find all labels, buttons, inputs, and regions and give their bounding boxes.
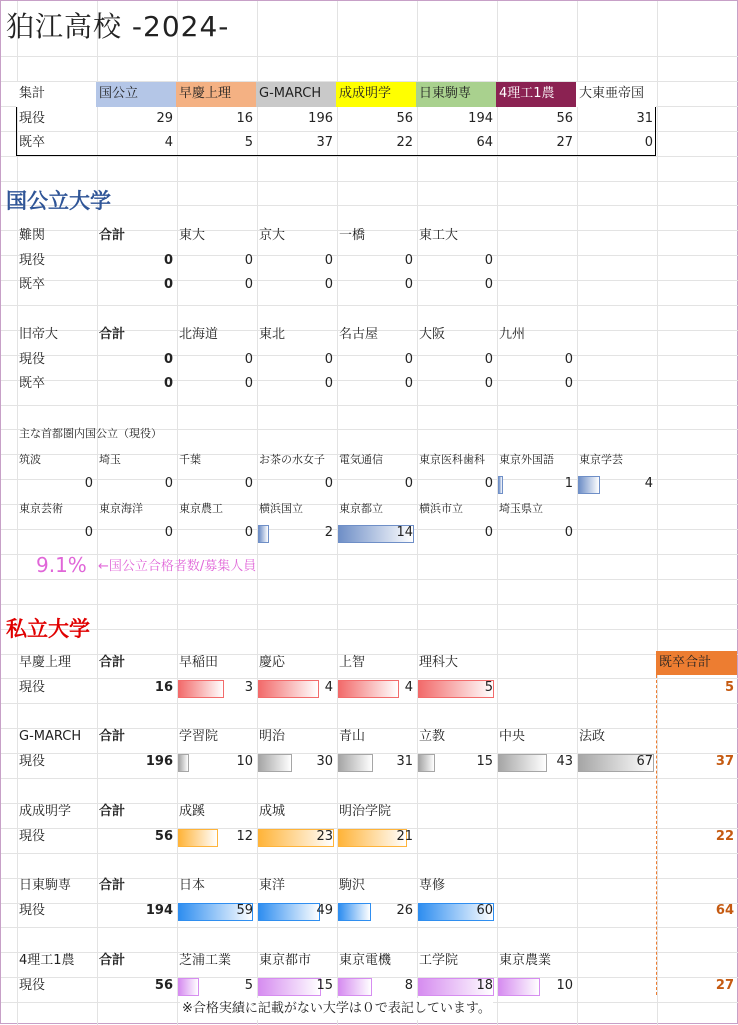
metro1-school-name: お茶の水女子	[259, 453, 325, 466]
private-school-cell	[256, 974, 336, 998]
nankan-value: 0	[324, 277, 333, 292]
private-school-name: 学習院	[179, 729, 219, 744]
kyuteidai-header: 北海道	[179, 327, 219, 342]
private-kisotsu-total: 22	[715, 829, 734, 844]
metro1-school-name: 電気通信	[339, 453, 383, 466]
private-row-label: 現役	[19, 680, 46, 695]
private-school-name: 工学院	[419, 953, 459, 968]
private-school-name: 上智	[339, 655, 366, 670]
nankan-value: 0	[404, 277, 413, 292]
kyuteidai-header: 九州	[499, 327, 526, 342]
metro-caption: 主な首都圏内国公立（現役）	[19, 427, 162, 440]
grid-row-line	[1, 853, 738, 854]
grid-row-line	[1, 629, 738, 630]
private-school-cell	[416, 974, 496, 998]
grid-row-line	[1, 56, 738, 57]
kyuteidai-value: 0	[324, 352, 333, 367]
private-school-value: 4	[324, 680, 333, 695]
private-group-total: 56	[154, 829, 173, 844]
private-kisotsu-total: 64	[715, 903, 734, 918]
nankan-header: 合計	[99, 228, 126, 243]
private-school-cell	[336, 750, 416, 774]
metro1-school-name: 東京医科歯科	[419, 453, 485, 466]
summary-row-label: 現役	[19, 111, 46, 126]
private-school-name: 芝浦工業	[179, 953, 232, 968]
summary-header: 日東駒専	[416, 82, 496, 107]
summary-value: 4	[164, 135, 173, 150]
metro1-school-value: 1	[564, 476, 573, 491]
private-total-label: 合計	[99, 804, 126, 819]
nankan-value: 0	[244, 277, 253, 292]
summary-header: 4理工1農	[496, 82, 576, 107]
metro1-school-value: 0	[324, 476, 333, 491]
private-row-label: 現役	[19, 829, 46, 844]
private-school-value: 5	[484, 680, 493, 695]
private-school-name: 成蹊	[179, 804, 206, 819]
private-school-value: 5	[244, 978, 253, 993]
nankan-header: 東工大	[419, 228, 459, 243]
summary-value: 37	[316, 135, 333, 150]
kyuteidai-header: 名古屋	[339, 327, 379, 342]
metro2-school-name: 横浜国立	[259, 502, 303, 515]
summary-header: 早慶上理	[176, 82, 256, 107]
metro1-school-value: 0	[484, 476, 493, 491]
private-school-value: 67	[636, 754, 653, 769]
metro2-school-cell	[176, 521, 256, 545]
metro2-school-cell	[256, 521, 336, 545]
kyuteidai-header: 東北	[259, 327, 286, 342]
private-school-name: 理科大	[419, 655, 459, 670]
kyuteidai-value: 0	[564, 376, 573, 391]
private-school-name: 青山	[339, 729, 366, 744]
kyuteidai-row-label: 既卒	[19, 376, 46, 391]
private-school-value: 49	[316, 903, 333, 918]
summary-value: 31	[636, 111, 653, 126]
private-school-cell	[176, 899, 256, 923]
kyuteidai-value: 0	[564, 352, 573, 367]
kyuteidai-value: 0	[404, 376, 413, 391]
summary-header: 国公立	[96, 82, 176, 107]
private-group-name: 4理工1農	[19, 953, 75, 968]
metro2-school-value: 2	[324, 525, 333, 540]
private-group-name: 早慶上理	[19, 655, 72, 670]
grid-row-line	[1, 554, 738, 555]
summary-header: 大東亜帝国	[576, 82, 656, 107]
private-school-cell	[176, 825, 256, 849]
private-school-value: 30	[316, 754, 333, 769]
kyuteidai-header: 大阪	[419, 327, 446, 342]
nankan-value: 0	[484, 253, 493, 268]
grid-column-line	[657, 1, 658, 1025]
private-school-cell	[576, 750, 656, 774]
private-school-value: 26	[396, 903, 413, 918]
summary-header: 集計	[16, 82, 96, 107]
metro1-school-cell	[496, 472, 576, 496]
private-school-value: 15	[476, 754, 493, 769]
metro1-school-name: 千葉	[179, 453, 201, 466]
metro2-school-name: 横浜市立	[419, 502, 463, 515]
private-school-cell	[336, 825, 416, 849]
private-school-cell	[176, 750, 256, 774]
summary-header: G-MARCH	[256, 82, 336, 107]
section-heading-private: 私立大学	[6, 617, 90, 641]
national-ratio: 9.1%	[36, 553, 87, 577]
private-school-value: 3	[244, 680, 253, 695]
private-school-value: 59	[236, 903, 253, 918]
private-school-value: 12	[236, 829, 253, 844]
grid-row-line	[1, 927, 738, 928]
grid-row-line	[1, 703, 738, 704]
private-school-name: 早稲田	[179, 655, 219, 670]
metro1-school-value: 0	[244, 476, 253, 491]
private-row-label: 現役	[19, 754, 46, 769]
private-school-cell	[416, 676, 496, 700]
private-group-total: 16	[154, 680, 173, 695]
summary-value: 56	[396, 111, 413, 126]
metro1-school-cell	[16, 472, 96, 496]
grid-row-line	[1, 579, 738, 580]
private-school-cell	[176, 974, 256, 998]
nankan-value: 0	[163, 277, 173, 292]
private-school-name: 法政	[579, 729, 606, 744]
nankan-header: 東大	[179, 228, 206, 243]
metro2-school-name: 東京農工	[179, 502, 223, 515]
private-school-value: 10	[556, 978, 573, 993]
metro2-school-value: 0	[244, 525, 253, 540]
metro1-school-value: 0	[84, 476, 93, 491]
private-school-value: 15	[316, 978, 333, 993]
nankan-header: 一橋	[339, 228, 366, 243]
metro2-school-cell	[496, 521, 576, 545]
private-school-name: 明治	[259, 729, 286, 744]
summary-value: 27	[556, 135, 573, 150]
grid-row-line	[1, 305, 738, 306]
metro2-school-value: 14	[396, 525, 413, 540]
private-school-cell	[416, 899, 496, 923]
private-school-name: 東京都市	[259, 953, 312, 968]
metro2-school-value: 0	[564, 525, 573, 540]
nankan-value: 0	[484, 277, 493, 292]
page-title: 狛江高校 -2024-	[6, 10, 230, 43]
private-school-cell	[496, 750, 576, 774]
metro1-school-cell	[576, 472, 656, 496]
nankan-row-label: 既卒	[19, 277, 46, 292]
private-school-value: 31	[396, 754, 413, 769]
private-school-cell	[336, 974, 416, 998]
private-school-value: 23	[316, 829, 333, 844]
private-school-value: 18	[476, 978, 493, 993]
metro1-school-name: 東京外国語	[499, 453, 554, 466]
private-school-cell	[176, 676, 256, 700]
footnote: ※合格実績に記載がない大学は０で表記しています。	[180, 998, 493, 1020]
kyuteidai-value: 0	[163, 376, 173, 391]
metro2-school-cell	[16, 521, 96, 545]
summary-row-label: 既卒	[19, 135, 46, 150]
private-total-label: 合計	[99, 655, 126, 670]
metro1-school-cell	[336, 472, 416, 496]
private-school-name: 慶応	[259, 655, 286, 670]
private-kisotsu-total: 5	[724, 680, 734, 695]
nankan-row-label: 現役	[19, 253, 46, 268]
private-school-name: 東京電機	[339, 953, 392, 968]
private-group-name: 日東駒専	[19, 878, 72, 893]
summary-value: 64	[476, 135, 493, 150]
section-heading-national: 国公立大学	[6, 189, 111, 213]
private-group-total: 56	[154, 978, 173, 993]
private-group-name: 成成明学	[19, 804, 72, 819]
summary-value: 194	[468, 111, 493, 126]
private-school-cell	[256, 899, 336, 923]
nankan-header: 京大	[259, 228, 286, 243]
metro1-school-value: 0	[404, 476, 413, 491]
grid-row-line	[1, 604, 738, 605]
kyuteidai-value: 0	[324, 376, 333, 391]
private-school-cell	[336, 899, 416, 923]
summary-value: 0	[644, 135, 653, 150]
nankan-header: 難関	[19, 228, 46, 243]
summary-value: 22	[396, 135, 413, 150]
metro2-school-value: 0	[484, 525, 493, 540]
metro1-school-cell	[176, 472, 256, 496]
kyuteidai-row-label: 現役	[19, 352, 46, 367]
private-school-name: 専修	[419, 878, 446, 893]
private-school-name: 明治学院	[339, 804, 392, 819]
summary-value: 5	[244, 135, 253, 150]
metro1-school-value: 0	[164, 476, 173, 491]
private-school-value: 21	[396, 829, 413, 844]
private-school-value: 60	[476, 903, 493, 918]
nankan-value: 0	[324, 253, 333, 268]
grid-row-line	[1, 778, 738, 779]
national-ratio-note: ←国公立合格者数/募集人員	[98, 559, 257, 574]
kisotsu-total-header: 既卒合計	[656, 651, 737, 675]
private-school-value: 8	[404, 978, 413, 993]
private-school-name: 中央	[499, 729, 526, 744]
kyuteidai-value: 0	[404, 352, 413, 367]
private-group-total: 196	[145, 754, 173, 769]
metro2-school-cell	[416, 521, 496, 545]
private-school-name: 東京農業	[499, 953, 552, 968]
private-school-cell	[256, 676, 336, 700]
metro2-school-cell	[96, 521, 176, 545]
metro1-school-value: 4	[644, 476, 653, 491]
private-school-name: 成城	[259, 804, 286, 819]
private-total-label: 合計	[99, 878, 126, 893]
metro2-school-name: 東京都立	[339, 502, 383, 515]
metro2-school-cell	[336, 521, 416, 545]
nankan-value: 0	[244, 253, 253, 268]
kyuteidai-value: 0	[244, 352, 253, 367]
kyuteidai-value: 0	[484, 376, 493, 391]
private-school-value: 4	[404, 680, 413, 695]
metro1-school-name: 東京学芸	[579, 453, 623, 466]
private-school-name: 立教	[419, 729, 446, 744]
private-school-cell	[256, 750, 336, 774]
metro2-school-value: 0	[164, 525, 173, 540]
private-school-cell	[496, 974, 576, 998]
private-kisotsu-total: 27	[715, 978, 734, 993]
metro1-school-name: 筑波	[19, 453, 41, 466]
grid-row-line	[1, 156, 738, 157]
private-row-label: 現役	[19, 903, 46, 918]
grid-row-line	[1, 181, 738, 182]
kyuteidai-header: 旧帝大	[19, 327, 59, 342]
metro1-school-cell	[416, 472, 496, 496]
private-school-cell	[416, 750, 496, 774]
private-school-cell	[256, 825, 336, 849]
metro1-school-name: 埼玉	[99, 453, 121, 466]
private-school-value: 43	[556, 754, 573, 769]
metro2-school-name: 東京芸術	[19, 502, 63, 515]
nankan-value: 0	[163, 253, 173, 268]
metro1-school-cell	[256, 472, 336, 496]
private-school-name: 東洋	[259, 878, 286, 893]
summary-value: 16	[236, 111, 253, 126]
kyuteidai-value: 0	[484, 352, 493, 367]
kyuteidai-value: 0	[163, 352, 173, 367]
kyuteidai-value: 0	[244, 376, 253, 391]
metro1-school-cell	[96, 472, 176, 496]
summary-value: 196	[308, 111, 333, 126]
grid-row-line	[1, 205, 738, 206]
private-total-label: 合計	[99, 729, 126, 744]
kyuteidai-header: 合計	[99, 327, 126, 342]
private-school-value: 10	[236, 754, 253, 769]
private-group-name: G-MARCH	[19, 729, 82, 744]
summary-value: 29	[156, 111, 173, 126]
summary-value: 56	[556, 111, 573, 126]
metro2-school-name: 埼玉県立	[499, 502, 543, 515]
nankan-value: 0	[404, 253, 413, 268]
private-total-label: 合計	[99, 953, 126, 968]
summary-header: 成成明学	[336, 82, 416, 107]
private-school-name: 駒沢	[339, 878, 366, 893]
metro2-school-name: 東京海洋	[99, 502, 143, 515]
private-school-name: 日本	[179, 878, 206, 893]
private-kisotsu-total: 37	[715, 754, 734, 769]
private-row-label: 現役	[19, 978, 46, 993]
private-group-total: 194	[145, 903, 173, 918]
private-school-cell	[336, 676, 416, 700]
metro2-school-value: 0	[84, 525, 93, 540]
grid-row-line	[1, 405, 738, 406]
